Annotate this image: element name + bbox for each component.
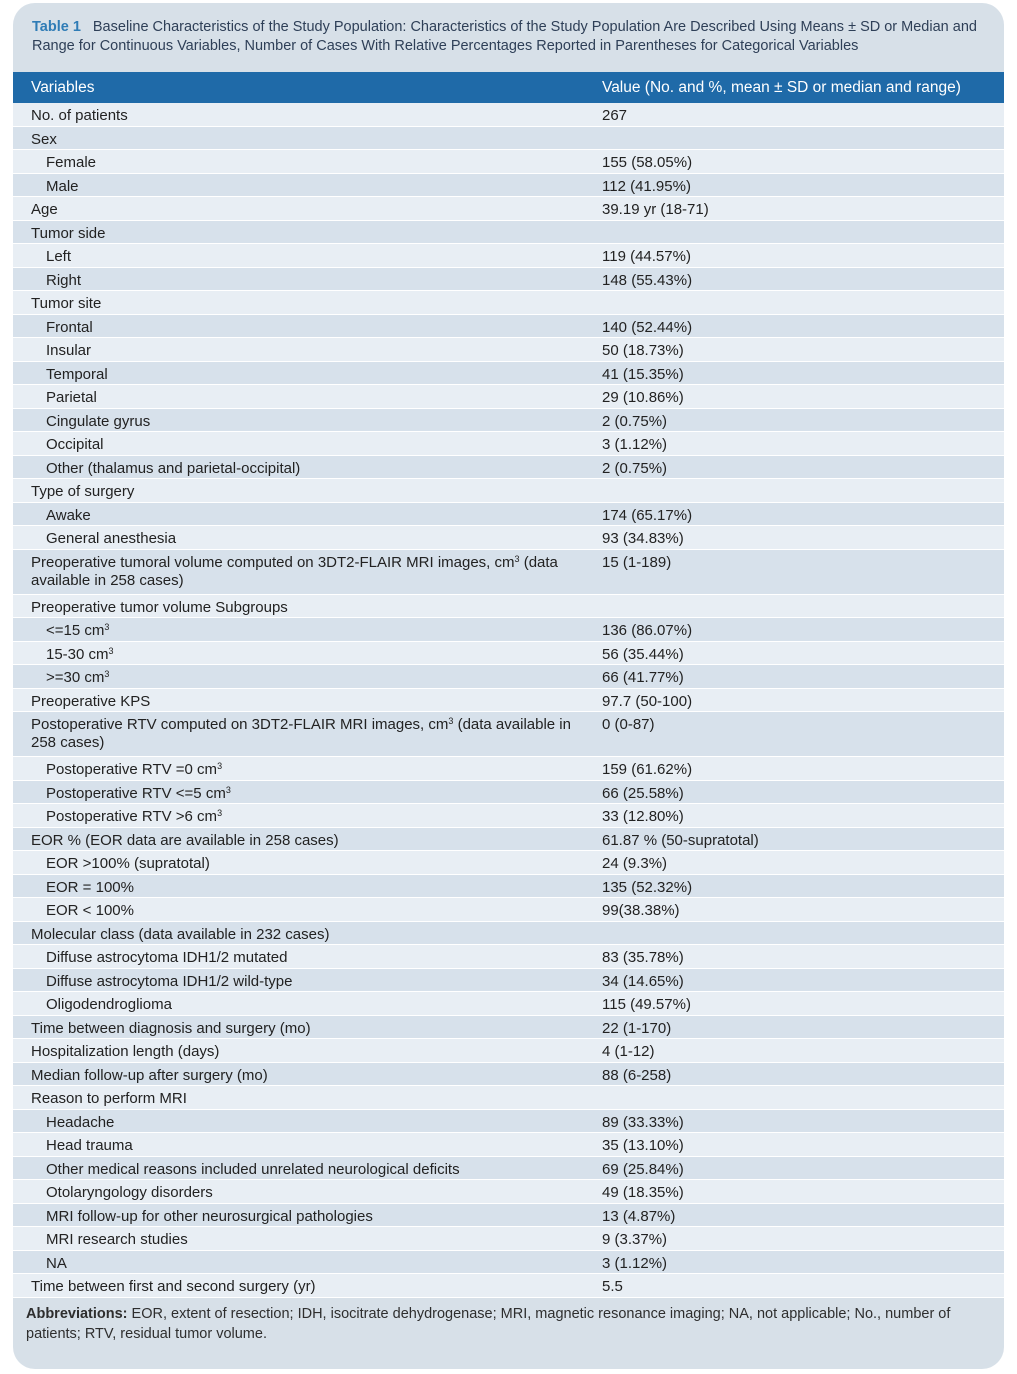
row-label-text: 15-30 cm (46, 645, 109, 663)
row-value: 89 (33.33%) (602, 1113, 684, 1131)
table-row (13, 595, 1004, 619)
table-row (13, 1204, 1004, 1228)
row-value: 39.19 yr (18-71) (602, 201, 709, 218)
row-label (31, 483, 596, 501)
row-label-text: Temporal (46, 365, 108, 383)
table-row (13, 945, 1004, 969)
row-label-text: Head trauma (46, 1137, 133, 1154)
row-label-text: Postoperative RTV computed on 3DT2-FLAIR MRI images, cm (31, 716, 449, 733)
row-label-text: Preoperative KPS (31, 692, 151, 710)
table-row (13, 127, 1004, 151)
table-row (13, 432, 1004, 456)
row-label-text: Parietal (46, 389, 97, 406)
row-value: 3 (1.12%) (602, 436, 668, 453)
table-row (13, 338, 1004, 362)
row-label (46, 248, 611, 266)
row-value: 159 (61.62%) (602, 761, 693, 778)
row-label-text: Right (46, 271, 82, 289)
row-label-text: NA (46, 1254, 67, 1272)
row-label (31, 1090, 596, 1108)
row-label-superscript: 3 (104, 669, 110, 679)
row-value: 9 (3.37%) (602, 1231, 668, 1248)
row-label (46, 460, 611, 478)
row-label (46, 808, 611, 826)
table-row (13, 479, 1004, 503)
row-label (46, 902, 611, 920)
row-label-text: >=30 cm (46, 669, 105, 686)
row-label-text: EOR >100% (supratotal) (46, 855, 210, 872)
row-value: 140 (52.44%) (602, 318, 693, 336)
row-value: 97.7 (50-100) (602, 692, 693, 710)
row-label-text: Insular (46, 342, 92, 359)
row-label-text: Median follow-up after surgery (mo) (31, 1066, 268, 1084)
table-row (13, 665, 1004, 689)
row-label (46, 1208, 611, 1226)
row-label (31, 295, 596, 313)
table-row (13, 197, 1004, 221)
table-row (13, 969, 1004, 993)
row-label-text: MRI follow-up for other neurosurgical pathologies (46, 1207, 373, 1225)
row-label (46, 973, 611, 991)
row-label-text: EOR = 100% (46, 878, 134, 896)
row-label (31, 1067, 596, 1085)
abbreviations-note (26, 1304, 991, 1344)
row-value: 56 (35.44%) (602, 645, 684, 663)
row-label (31, 1278, 596, 1296)
row-label-text: No. of patients (31, 107, 128, 124)
row-label (31, 131, 596, 149)
row-label (31, 926, 596, 944)
row-label-text: Other medical reasons included unrelated neurological deficits (46, 1160, 460, 1178)
row-value: 33 (12.80%) (602, 808, 684, 825)
table-row (13, 1086, 1004, 1110)
table-row (13, 503, 1004, 527)
table-number: Table 1 (32, 19, 81, 35)
row-label-text: Other (thalamus and parietal-occipital) (46, 459, 301, 477)
row-label-text: Time between diagnosis and surgery (mo) (31, 1019, 311, 1037)
table-row (13, 1227, 1004, 1251)
row-value: 66 (25.58%) (602, 784, 684, 802)
table-row (13, 875, 1004, 899)
row-label (46, 879, 611, 897)
row-value: 2 (0.75%) (602, 459, 668, 477)
row-label-text: <=15 cm (46, 622, 105, 639)
row-value: 93 (34.83%) (602, 530, 684, 547)
row-label (46, 1114, 611, 1132)
row-label-text: Diffuse astrocytoma IDH1/2 mutated (46, 949, 288, 966)
table-row (13, 1063, 1004, 1087)
table-row (13, 103, 1004, 127)
row-value: 115 (49.57%) (602, 996, 691, 1013)
table-row (13, 1039, 1004, 1063)
row-label (46, 646, 611, 664)
row-label-superscript: 3 (104, 622, 110, 632)
row-label-superscript: 3 (108, 645, 114, 656)
table-body (13, 103, 1004, 1298)
table-row (13, 150, 1004, 174)
table-row (13, 1274, 1004, 1298)
row-label (46, 1161, 611, 1179)
row-value: 13 (4.87%) (602, 1207, 676, 1225)
row-label (46, 622, 611, 640)
abbreviations-text: EOR, extent of resection; IDH, isocitrate dehydrogenase; MRI, magnetic resonance imaging; NA, not applicable; No., number of patients; RTV, residual tumor volume. (26, 1306, 951, 1342)
row-label-text: Otolaryngology disorders (46, 1184, 213, 1201)
row-label (46, 389, 611, 407)
abbreviations-label: Abbreviations: (26, 1306, 128, 1322)
table-row (13, 221, 1004, 245)
row-label-text: Preoperative tumor volume Subgroups (31, 598, 288, 616)
table-row (13, 922, 1004, 946)
table-row (13, 244, 1004, 268)
table-row (13, 898, 1004, 922)
table-row (13, 992, 1004, 1016)
row-label (46, 530, 611, 548)
row-label-text: General anesthesia (46, 530, 177, 547)
table-row (13, 757, 1004, 781)
row-value: 83 (35.78%) (602, 949, 684, 966)
table-row (13, 362, 1004, 386)
row-label (31, 1020, 596, 1038)
row-label-continuation: (data available in 258 cases) (31, 716, 571, 751)
row-value: 148 (55.43%) (602, 271, 693, 289)
row-label-text: Reason to perform MRI (31, 1090, 187, 1107)
table-row (13, 618, 1004, 642)
header-value: Value (No. and %, mean ± SD or median and range) (602, 79, 961, 96)
row-value: 49 (18.35%) (602, 1184, 684, 1201)
row-value: 99(38.38%) (602, 902, 680, 919)
row-value: 66 (41.77%) (602, 669, 684, 686)
row-label (31, 693, 596, 711)
row-label (46, 669, 611, 687)
table-caption (32, 18, 997, 56)
row-label (31, 201, 596, 219)
row-label (46, 413, 611, 431)
row-label (46, 785, 611, 803)
table-row (13, 712, 1004, 757)
row-label-text: Awake (46, 506, 91, 524)
table-row (13, 642, 1004, 666)
row-value: 174 (65.17%) (602, 506, 693, 524)
table-row (13, 689, 1004, 713)
row-label (46, 507, 611, 525)
row-label (46, 319, 611, 337)
row-label (46, 1231, 611, 1249)
row-label-text: Age (31, 201, 58, 218)
row-label (46, 436, 611, 454)
row-label-superscript: 3 (225, 784, 231, 795)
row-label-text: Cingulate gyrus (46, 412, 151, 430)
table-row (13, 268, 1004, 292)
row-label (46, 855, 611, 873)
table-row (13, 1110, 1004, 1134)
row-value: 22 (1-170) (602, 1019, 672, 1037)
row-label-text: Headache (46, 1113, 115, 1131)
row-label (31, 107, 596, 125)
row-value: 15 (1-189) (602, 553, 672, 571)
row-label-text: Hospitalization length (days) (31, 1043, 220, 1060)
table-row (13, 456, 1004, 480)
row-label-text: Oligodendroglioma (46, 996, 172, 1013)
row-label-text: EOR % (EOR data are available in 258 cases) (31, 831, 339, 849)
table-row (13, 828, 1004, 852)
row-value: 34 (14.65%) (602, 972, 684, 990)
row-label-text: Postoperative RTV =0 cm (46, 761, 218, 778)
row-label-text: Tumor side (31, 224, 106, 242)
row-value: 50 (18.73%) (602, 342, 684, 359)
row-label (46, 154, 611, 172)
row-label-text: Occipital (46, 436, 104, 453)
table-row (13, 1251, 1004, 1275)
row-label (46, 996, 611, 1014)
row-label-text: Molecular class (data available in 232 cases) (31, 925, 330, 943)
row-value: 4 (1-12) (602, 1043, 655, 1060)
row-label (46, 366, 611, 384)
table-row (13, 804, 1004, 828)
row-value: 136 (86.07%) (602, 622, 693, 639)
row-label-text: MRI research studies (46, 1231, 188, 1248)
row-value: 35 (13.10%) (602, 1137, 684, 1154)
row-label-superscript: 3 (217, 808, 223, 818)
table-row (13, 315, 1004, 339)
table-row (13, 851, 1004, 875)
table-row (13, 385, 1004, 409)
row-value: 112 (41.95%) (602, 177, 691, 195)
row-value: 2 (0.75%) (602, 412, 668, 430)
row-value: 29 (10.86%) (602, 389, 684, 406)
table-row (13, 1157, 1004, 1181)
row-label (46, 342, 611, 360)
row-value: 0 (0-87) (602, 716, 655, 733)
row-label-text: Postoperative RTV >6 cm (46, 808, 218, 825)
table-row (13, 526, 1004, 550)
row-value: 267 (602, 107, 628, 124)
row-value: 88 (6-258) (602, 1066, 672, 1084)
table-row (13, 291, 1004, 315)
row-label-text: Male (46, 177, 79, 195)
row-value: 155 (58.05%) (602, 154, 693, 171)
table-row (13, 1016, 1004, 1040)
row-label-text: Left (46, 248, 72, 265)
row-label (31, 832, 596, 850)
table-header (13, 72, 1004, 103)
row-value: 3 (1.12%) (602, 1254, 668, 1272)
row-label-superscript: 3 (217, 761, 223, 771)
row-value: 119 (44.57%) (602, 248, 691, 265)
table-row (13, 1180, 1004, 1204)
row-label-text: Time between first and second surgery (yr) (31, 1278, 316, 1295)
row-label (46, 1255, 611, 1273)
row-label-text: Sex (31, 130, 57, 148)
row-label (31, 554, 596, 590)
row-value: 135 (52.32%) (602, 878, 693, 896)
row-label-text: EOR < 100% (46, 902, 134, 919)
row-label-text: Frontal (46, 318, 93, 336)
table-row (13, 174, 1004, 198)
table-row (13, 1133, 1004, 1157)
row-value: 69 (25.84%) (602, 1160, 684, 1178)
row-label (31, 716, 596, 752)
row-label-text: Tumor site (31, 295, 102, 312)
row-label (31, 599, 596, 617)
table-row (13, 550, 1004, 595)
row-label-superscript: 3 (514, 553, 520, 564)
row-label-text: Postoperative RTV <=5 cm (46, 784, 226, 802)
caption-text: Baseline Characteristics of the Study Population: Characteristics of the Study Population Are Described Using Means ± SD or Median and Range for Continuous Variables, Number of Cases With Relative Percentages Reported in Parentheses for Categorical Variables (32, 19, 977, 54)
row-label-continuation: (data available in 258 cases) (31, 553, 558, 589)
row-label (46, 949, 611, 967)
row-label (46, 761, 611, 779)
row-label (46, 1184, 611, 1202)
row-label (31, 1043, 596, 1061)
row-label-text: Female (46, 154, 97, 171)
row-value: 5.5 (602, 1278, 623, 1295)
row-value: 61.87 % (50-supratotal) (602, 831, 759, 849)
row-value: 24 (9.3%) (602, 855, 668, 872)
table-row (13, 409, 1004, 433)
row-label-text: Preoperative tumoral volume computed on 3DT2-FLAIR MRI images, cm (31, 553, 515, 571)
header-variables: Variables (31, 79, 95, 96)
table-panel (13, 3, 1004, 1369)
row-label (46, 272, 611, 290)
row-label (31, 225, 596, 243)
row-label (46, 178, 611, 196)
row-label-text: Type of surgery (31, 483, 135, 500)
row-label-text: Diffuse astrocytoma IDH1/2 wild-type (46, 972, 293, 990)
row-label-superscript: 3 (448, 716, 454, 726)
row-label (46, 1137, 611, 1155)
table-row (13, 781, 1004, 805)
row-value: 41 (15.35%) (602, 365, 684, 383)
